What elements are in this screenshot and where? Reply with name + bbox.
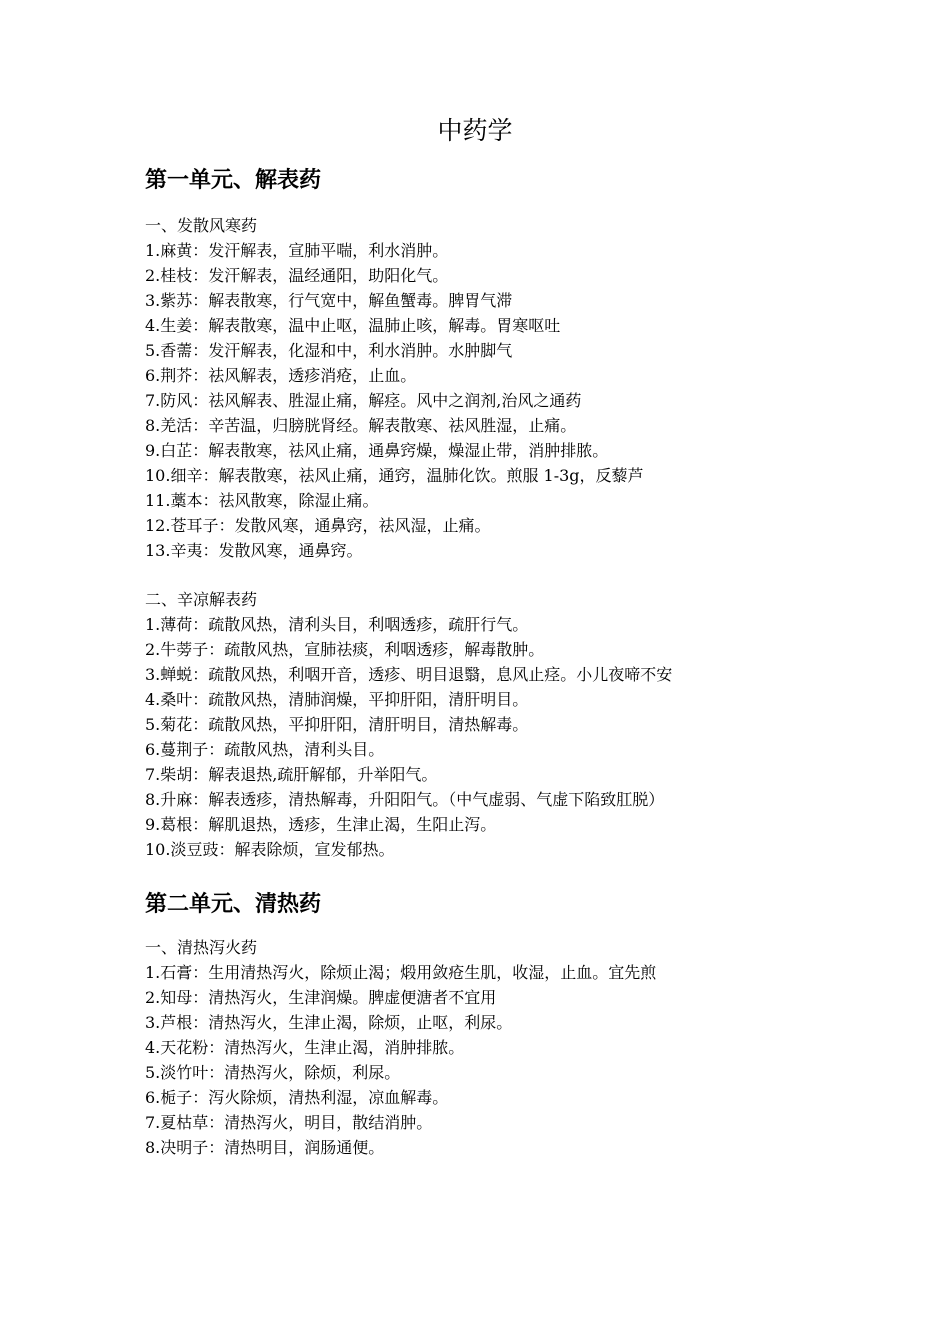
list-item: 6.荆芥：祛风解表，透疹消疮，止血。: [145, 366, 417, 385]
unit-title-1: 第一单元、解表药: [145, 168, 322, 193]
list-item: 7.柴胡：解表退热,疏肝解郁，升举阳气。: [145, 765, 438, 784]
list-item: 5.香薷：发汗解表，化湿和中，利水消肿。水肿脚气: [145, 341, 513, 360]
list-item: 10.细辛：解表散寒，祛风止痛，通窍，温肺化饮。煎服 1-3g，反藜芦: [145, 466, 644, 485]
list-item: 2.牛蒡子：疏散风热，宣肺祛痰，利咽透疹，解毒散肿。: [145, 640, 545, 659]
list-item: 3.芦根：清热泻火，生津止渴，除烦，止呕，利尿。: [145, 1013, 513, 1032]
list-item: 6.蔓荆子：疏散风热，清利头目。: [145, 740, 385, 759]
list-item: 5.菊花：疏散风热，平抑肝阳，清肝明目，清热解毒。: [145, 715, 529, 734]
list-item: 10.淡豆豉：解表除烦，宣发郁热。: [145, 840, 395, 859]
herb-list: [145, 238, 845, 563]
list-item: 9.白芷：解表散寒，祛风止痛，通鼻窍燥，燥湿止带，消肿排脓。: [145, 441, 609, 460]
list-item: 1.石膏：生用清热泻火，除烦止渴；煅用敛疮生肌，收湿，止血。宜先煎: [145, 963, 657, 982]
list-item: 6.栀子：泻火除烦，清热利湿，凉血解毒。: [145, 1088, 449, 1107]
list-item: 2.知母：清热泻火，生津润燥。脾虚便溏者不宜用: [145, 988, 497, 1007]
list-item: 2.桂枝：发汗解表，温经通阳，助阳化气。: [145, 266, 449, 285]
herb-list: [145, 612, 845, 862]
section-heading: 一、清热泻火药: [145, 938, 258, 957]
section-heading: 一、发散风寒药: [145, 216, 258, 235]
list-item: 11.藁本：祛风散寒，除湿止痛。: [145, 491, 379, 510]
section-1-1: [145, 213, 845, 563]
list-item: 9.葛根：解肌退热，透疹，生津止渴，生阳止泻。: [145, 815, 497, 834]
unit-title-2: 第二单元、清热药: [145, 892, 322, 917]
section-1-2: [145, 587, 845, 862]
list-item: 1.麻黄：发汗解表，宣肺平喘，利水消肿。: [145, 241, 449, 260]
list-item: 3.蝉蜕：疏散风热，利咽开音，透疹、明目退翳，息风止痉。小儿夜啼不安: [145, 665, 673, 684]
list-item: 7.防风：祛风解表、胜湿止痛，解痉。风中之润剂,治风之通药: [145, 391, 582, 410]
list-item: 4.天花粉：清热泻火，生津止渴，消肿排脓。: [145, 1038, 465, 1057]
list-item: 3.紫苏：解表散寒，行气宽中，解鱼蟹毒。脾胃气滞: [145, 291, 513, 310]
section-heading: 二、辛凉解表药: [145, 590, 258, 609]
list-item: 13.辛夷：发散风寒，通鼻窍。: [145, 541, 363, 560]
list-item: 4.桑叶：疏散风热，清肺润燥，平抑肝阳，清肝明目。: [145, 690, 529, 709]
section-2-1: [145, 935, 845, 1160]
document-title: 中药学: [437, 116, 513, 145]
list-item: 8.升麻：解表透疹，清热解毒，升阳阳气。（中气虚弱、气虚下陷致肛脱）: [145, 790, 665, 809]
list-item: 4.生姜：解表散寒，温中止呕，温肺止咳，解毒。胃寒呕吐: [145, 316, 561, 335]
list-item: 1.薄荷：疏散风热，清利头目，利咽透疹，疏肝行气。: [145, 615, 529, 634]
list-item: 5.淡竹叶：清热泻火，除烦，利尿。: [145, 1063, 401, 1082]
list-item: 8.决明子：清热明目，润肠通便。: [145, 1138, 385, 1157]
list-item: 12.苍耳子：发散风寒，通鼻窍，祛风湿，止痛。: [145, 516, 491, 535]
list-item: 8.羌活：辛苦温，归膀胱肾经。解表散寒、祛风胜湿，止痛。: [145, 416, 577, 435]
herb-list: [145, 960, 845, 1160]
list-item: 7.夏枯草：清热泻火，明目，散结消肿。: [145, 1113, 433, 1132]
